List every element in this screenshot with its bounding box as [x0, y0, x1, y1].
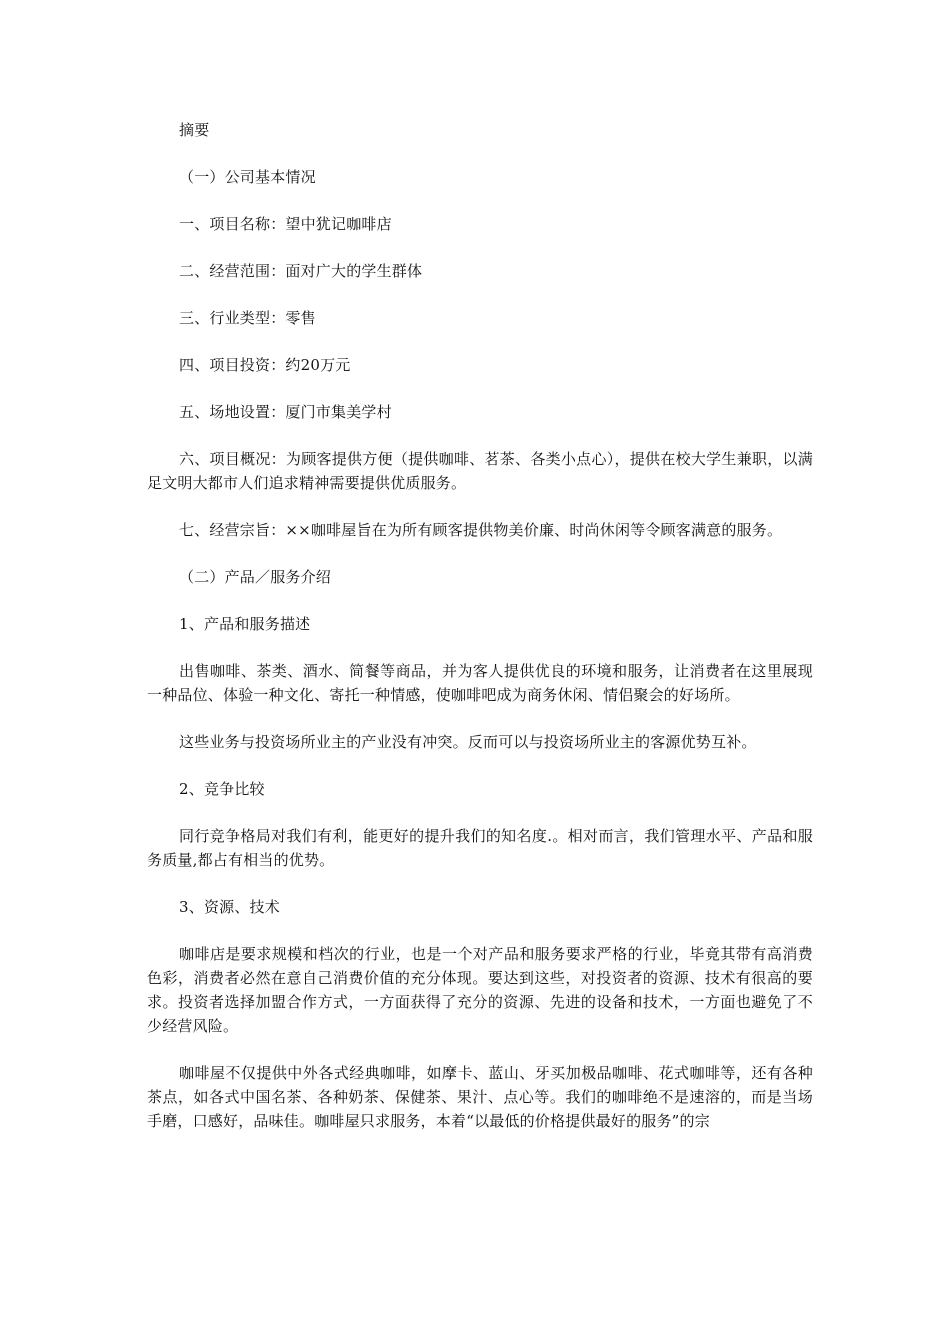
item-project-overview: 六、项目概况：为顾客提供方便（提供咖啡、茗茶、各类小点心），提供在校大学生兼职，以满足文明大都市人们追求精神需要提供优质服务。: [147, 450, 813, 492]
section-heading-company-basics: （一）公司基本情况: [179, 168, 316, 186]
item-project-investment: 四、项目投资：约20万元: [179, 356, 351, 374]
paragraph-offerings: 咖啡屋不仅提供中外各式经典咖啡，如摩卡、蓝山、牙买加极品咖啡、花式咖啡等，还有各种茶点，如各式中国名茶、各种奶茶、保健茶、果汁、点心等。我们的咖啡绝不是速溶的，而是当场手磨，口感好，品味佳。咖啡屋只求服务，本着“以最低的价格提供最好的服务”的宗: [147, 1064, 813, 1130]
paragraph-product-description: 出售咖啡、茶类、酒水、简餐等商品，并为客人提供优良的环境和服务，让消费者在这里展现一种品位、体验一种文化、寄托一种情感，使咖啡吧成为商务休闲、情侣聚会的好场所。: [147, 662, 813, 704]
subheading-resources-technology: 3、资源、技术: [179, 898, 280, 916]
item-business-scope: 二、经营范围：面对广大的学生群体: [179, 262, 423, 280]
item-project-name: 一、项目名称：望中犹记咖啡店: [179, 215, 392, 233]
subheading-competition: 2、竞争比较: [179, 780, 265, 798]
paragraph-no-conflict: 这些业务与投资场所业主的产业没有冲突。反而可以与投资场所业主的客源优势互补。: [179, 733, 757, 751]
section-heading-products-services: （二）产品／服务介绍: [179, 568, 332, 586]
item-site-location: 五、场地设置：厦门市集美学村: [179, 403, 392, 421]
abstract-heading: 摘要: [179, 121, 210, 139]
subheading-product-description: 1、产品和服务描述: [179, 615, 311, 633]
item-industry-type: 三、行业类型：零售: [179, 309, 316, 327]
paragraph-competition: 同行竞争格局对我们有利，能更好的提升我们的知名度.。相对而言，我们管理水平、产品和服务质量,都占有相当的优势。: [147, 827, 813, 869]
document-body: [147, 118, 813, 1156]
paragraph-resources: 咖啡店是要求规模和档次的行业，也是一个对产品和服务要求严格的行业，毕竟其带有高消费色彩，消费者必然在意自己消费价值的充分体现。要达到这些，对投资者的资源、技术有很高的要求。投资者选择加盟合作方式，一方面获得了充分的资源、先进的设备和技术，一方面也避免了不少经营风险。: [147, 945, 813, 1035]
item-business-purpose: 七、经营宗旨：××咖啡屋旨在为所有顾客提供物美价廉、时尚休闲等令顾客满意的服务。: [179, 521, 783, 539]
